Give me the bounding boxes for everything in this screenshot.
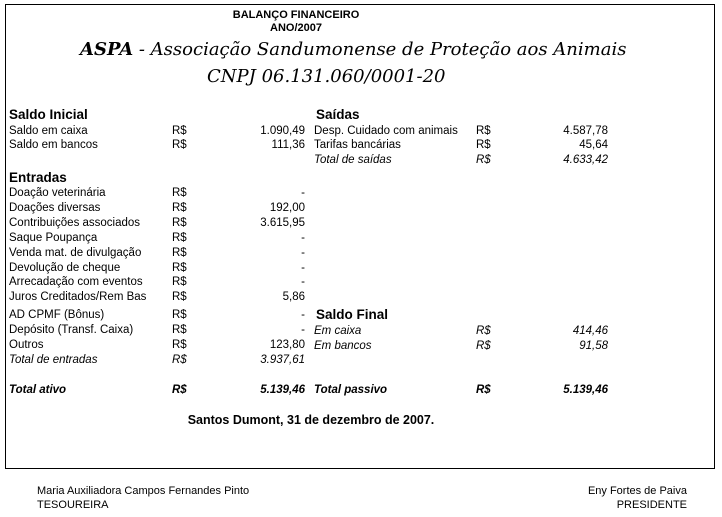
row-currency: R$ (172, 262, 187, 274)
row-value: 123,80 (269, 339, 305, 351)
row-label: Tarifas bancárias (314, 139, 401, 151)
row-value: - (301, 276, 305, 288)
president-role: PRESIDENTE (616, 499, 687, 511)
row-label: Saque Poupança (9, 232, 98, 244)
total-ativo-label: Total ativo (9, 384, 67, 396)
row-value: 4.587,78 (563, 125, 608, 137)
total-saidas-label: Total de saídas (314, 154, 392, 166)
row-currency: R$ (476, 340, 491, 352)
total-entradas-currency: R$ (172, 354, 187, 366)
treasurer-role: TESOUREIRA (37, 499, 109, 511)
row-label: Devolução de cheque (9, 262, 121, 274)
row-label: Arrecadação com eventos (9, 276, 143, 288)
report-title: BALANÇO FINANCEIRO (232, 9, 360, 21)
row-currency: R$ (172, 202, 187, 214)
row-currency: R$ (172, 139, 187, 151)
row-value: 45,64 (579, 139, 608, 151)
row-label: AD CPMF (Bônus) (9, 309, 105, 321)
total-passivo-currency: R$ (476, 384, 491, 396)
row-value: - (301, 262, 305, 274)
total-entradas-value: 3.937,61 (260, 354, 305, 366)
row-label: Outros (9, 339, 44, 351)
row-currency: R$ (172, 232, 187, 244)
total-ativo-currency: R$ (172, 384, 187, 396)
president-name: Eny Fortes de Paiva (587, 485, 687, 497)
row-label: Juros Creditados/Rem Bas (9, 291, 147, 303)
row-value: 3.615,95 (260, 217, 305, 229)
row-label: Depósito (Transf. Caixa) (9, 324, 134, 336)
organization-full-name: - Associação Sandumonense de Proteção aos Animais (133, 39, 627, 60)
row-currency: R$ (172, 309, 187, 321)
row-value: - (301, 232, 305, 244)
row-value: 414,46 (572, 325, 608, 337)
row-value: 5,86 (282, 291, 305, 303)
row-currency: R$ (172, 125, 187, 137)
organization-acronym: ASPA (80, 39, 134, 60)
report-year: ANO/2007 (270, 22, 322, 34)
row-value: 111,36 (271, 139, 305, 151)
row-currency: R$ (172, 217, 187, 229)
row-currency: R$ (172, 276, 187, 288)
place-date: Santos Dumont, 31 de dezembro de 2007. (187, 413, 435, 427)
row-label: Venda mat. de divulgação (9, 247, 142, 259)
row-value: - (301, 247, 305, 259)
row-value: 91,58 (579, 340, 608, 352)
row-currency: R$ (172, 324, 187, 336)
treasurer-name: Maria Auxiliadora Campos Fernandes Pinto (37, 485, 250, 497)
row-label: Doação veterinária (9, 187, 106, 199)
row-currency: R$ (172, 339, 187, 351)
total-entradas-label: Total de entradas (9, 354, 98, 366)
organization-name (80, 39, 626, 60)
saldo-inicial-heading: Saldo Inicial (9, 107, 88, 122)
total-passivo-label: Total passivo (314, 384, 388, 396)
entradas-heading: Entradas (9, 170, 67, 185)
row-value: 192,00 (269, 202, 305, 214)
row-currency: R$ (172, 187, 187, 199)
row-currency: R$ (172, 247, 187, 259)
row-value: - (301, 324, 305, 336)
row-label: Saldo em bancos (9, 139, 98, 151)
row-label: Em bancos (314, 340, 372, 352)
saidas-heading: Saídas (316, 107, 360, 122)
row-label: Contribuições associados (9, 217, 141, 229)
row-currency: R$ (476, 325, 491, 337)
row-label: Saldo em caixa (9, 125, 88, 137)
saldo-final-heading: Saldo Final (316, 307, 389, 322)
row-label: Doações diversas (9, 202, 101, 214)
row-value: - (301, 187, 305, 199)
row-value: - (301, 309, 305, 321)
organization-cnpj: CNPJ 06.131.060/0001-20 (207, 66, 446, 87)
row-value: 1.090,49 (260, 125, 305, 137)
row-currency: R$ (476, 139, 491, 151)
row-label: Desp. Cuidado com animais (314, 125, 458, 137)
total-passivo-value: 5.139,46 (563, 384, 608, 396)
row-currency: R$ (476, 125, 491, 137)
total-saidas-value: 4.633,42 (563, 154, 608, 166)
total-saidas-currency: R$ (476, 154, 491, 166)
row-currency: R$ (172, 291, 187, 303)
row-label: Em caixa (314, 325, 362, 337)
total-ativo-value: 5.139,46 (260, 384, 305, 396)
